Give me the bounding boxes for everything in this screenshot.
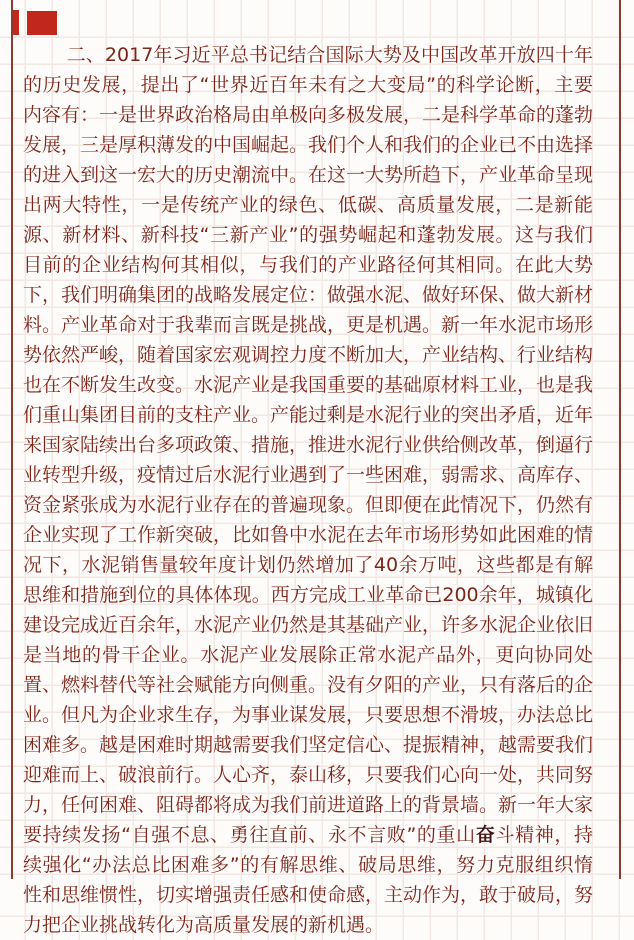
article-paragraph <box>23 40 593 940</box>
page-right-border <box>619 0 621 879</box>
page-left-border <box>11 0 13 879</box>
red-bar-icon <box>13 10 19 35</box>
paragraph-bold-char: 奋 <box>475 824 496 846</box>
paragraph-text-1: 二、2017年习近平总书记结合国际大势及中国改革开放四十年的历史发展，提出了“世界近百年未有之大变局”的科学论断，主要内容有：一是世界政治格局由单极向多极发展，二是科学革命的蓬勃发展，三是厚积薄发的中国崛起。我们个人和我们的企业已不由选择的进入到这一宏大的历史潮流中。在这一大势所趋下，产业革命呈现出两大特性，一是传统产业的绿色、低碳、高质量发展，二是新能源、新材料、新科技“三新产业”的强势崛起和蓬勃发展。这与我们目前的企业结构何其相似，与我们的产业路径何其相同。在此大势下，我们明确集团的战略发展定位：做强水泥、做好环保、做大新材料。产业革命对于我辈而言既是挑战，更是机遇。新一年水泥市场形势依然严峻，随着国家宏观调控力度不断加大，产业结构、行业结构也在不断发生改变。水泥产业是我国重要的基础原材料工业，也是我们重山集团目前的支柱产业。产能过剩是水泥行业的突出矛盾，近年来国家陆续出台多项政策、措施，推进水泥行业供给侧改革，倒逼行业转型升级，疫情过后水泥行业遇到了一些困难，弱需求、高库存、资金紧张成为水泥行业存在的普遍现象。但即便在此情况下，仍然有企业实现了工作新突破，比如鲁中水泥在去年市场形势如此困难的情况下，水泥销售量较年度计划仍然增加了40余万吨，这些都是有解思维和措施到位的具体体现。西方完成工业革命已200余年，城镇化建设完成近百余年，水泥产业仍然是其基础产业，许多水泥企业依旧是当地的骨干企业。水泥产业发展除正常水泥产品外，更向协同处置、燃料替代等社会赋能方向侧重。没有夕阳的产业，只有落后的企业。但凡为企业求生存，为事业谋发展，只要思想不滑坡，办法总比困难多。越是困难时期越需要我们坚定信心、提振精神，越需要我们迎难而上、破浪前行。人心齐，泰山移，只要我们心向一处，共同努力，任何困难、阻碍都将成为我们前进道路上的背景墙。新一年大家要持续发扬“自强不息、勇往直前、永不言败”的重山 <box>23 44 594 846</box>
paragraph-text-2: 斗精神，持续强化“办法总比困难多”的有解思维、破局思维，努力克服组织惰性和思维惯性，切实增强责任感和使命感，主动作为，敢于破局，努力把企业挑战转化为高质量发展的新机遇。 <box>23 824 594 936</box>
red-square-icon <box>27 11 57 35</box>
